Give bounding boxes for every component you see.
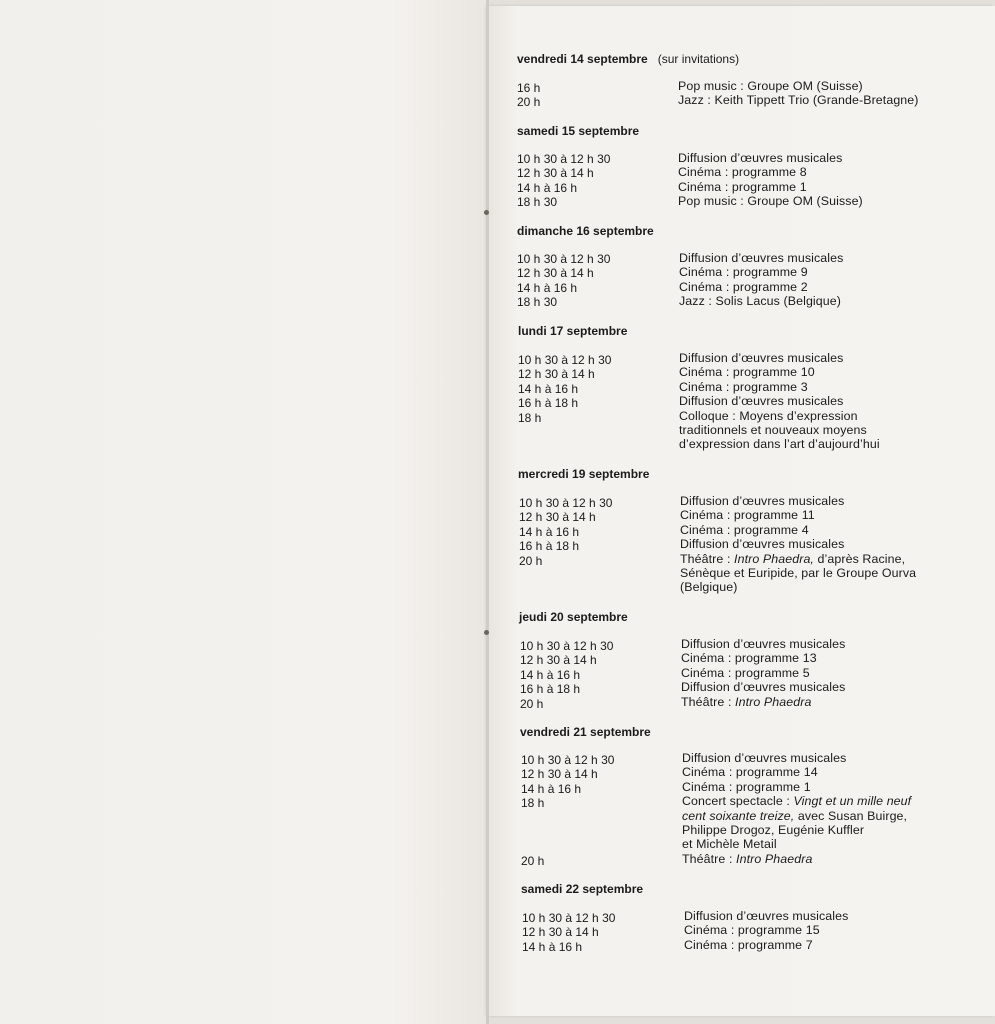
event-column: Diffusion d’œuvres musicales Cinéma : programme 9 Cinéma : programme 2 Jazz : Solis Lacus (Belgique) (679, 251, 844, 309)
time-column: 10 h 30 à 12 h 30 12 h 30 à 14 h 14 h à 16 h 18 h 20 h (521, 753, 615, 868)
time-column: 10 h 30 à 12 h 30 12 h 30 à 14 h 14 h à 16 h 16 h à 18 h 20 h (519, 496, 613, 568)
event-column: Diffusion d’œuvres musicales Cinéma : programme 13 Cinéma : programme 5 Diffusion d’œuvres musicales Théâtre : Intro Phaedra (681, 637, 846, 709)
time-column: 10 h 30 à 12 h 30 12 h 30 à 14 h 14 h à 16 h 16 h à 18 h 20 h (520, 639, 614, 711)
event-column: Pop music : Groupe OM (Suisse) Jazz : Keith Tippett Trio (Grande-Bretagne) (678, 79, 919, 108)
day-heading: dimanche 16 septembre (517, 224, 654, 238)
day-heading: lundi 17 septembre (518, 324, 628, 338)
event-column: Diffusion d’œuvres musicales Cinéma : programme 14 Cinéma : programme 1 Concert spectacle : Vingt et un mille neuf cent soixante treize, avec Susan Buirge, Philippe Drogoz, Eugénie Kuffler et Michèle Metail Théâtre : Intro Phaedra (682, 751, 912, 866)
day-heading: samedi 15 septembre (517, 124, 640, 138)
time-column: 10 h 30 à 12 h 30 12 h 30 à 14 h 14 h à 16 h 18 h 30 (517, 252, 611, 310)
day-heading: samedi 22 septembre (521, 882, 644, 896)
event-column: Diffusion d’œuvres musicales Cinéma : programme 15 Cinéma : programme 7 (684, 909, 849, 952)
left-page (0, 0, 488, 1024)
event-column: Diffusion d’œuvres musicales Cinéma : programme 8 Cinéma : programme 1 Pop music : Groupe OM (Suisse) (678, 151, 863, 209)
time-column: 10 h 30 à 12 h 30 12 h 30 à 14 h 14 h à 16 h 16 h à 18 h 18 h (518, 353, 612, 425)
theatre-entry: Théâtre : Intro Phaedra (682, 851, 813, 866)
time-column: 10 h 30 à 12 h 30 12 h 30 à 14 h 14 h à 16 h 18 h 30 (517, 152, 611, 210)
theatre-entry: Théâtre : Intro Phaedra, d’après Racine, (680, 551, 906, 566)
event-column: Diffusion d’œuvres musicales Cinéma : programme 10 Cinéma : programme 3 Diffusion d’œuvres musicales Colloque : Moyens d’expression traditionnels et nouveaux moyens d’expression dans l’art d’aujourd’hui (679, 351, 880, 452)
staple-bottom (484, 630, 489, 635)
time-column: 10 h 30 à 12 h 30 12 h 30 à 14 h 14 h à 16 h (522, 911, 616, 954)
book-gutter (486, 0, 489, 1024)
concert-entry: Concert spectacle : Vingt et un mille neuf (682, 794, 912, 809)
event-column: Diffusion d’œuvres musicales Cinéma : programme 11 Cinéma : programme 4 Diffusion d’œuvres musicales Théâtre : Intro Phaedra, d’après Racine, Sénèque et Euripide, par le Groupe Ourva (Belgique) (680, 494, 917, 595)
day-heading: vendredi 14 septembre (sur invitations) (517, 52, 740, 66)
day-heading: jeudi 20 septembre (519, 610, 628, 624)
theatre-entry: Théâtre : Intro Phaedra (681, 694, 812, 709)
day-heading: mercredi 19 septembre (518, 467, 650, 481)
staple-top (484, 210, 489, 215)
day-heading: vendredi 21 septembre (520, 725, 651, 739)
time-column: 16 h 20 h (517, 81, 541, 110)
